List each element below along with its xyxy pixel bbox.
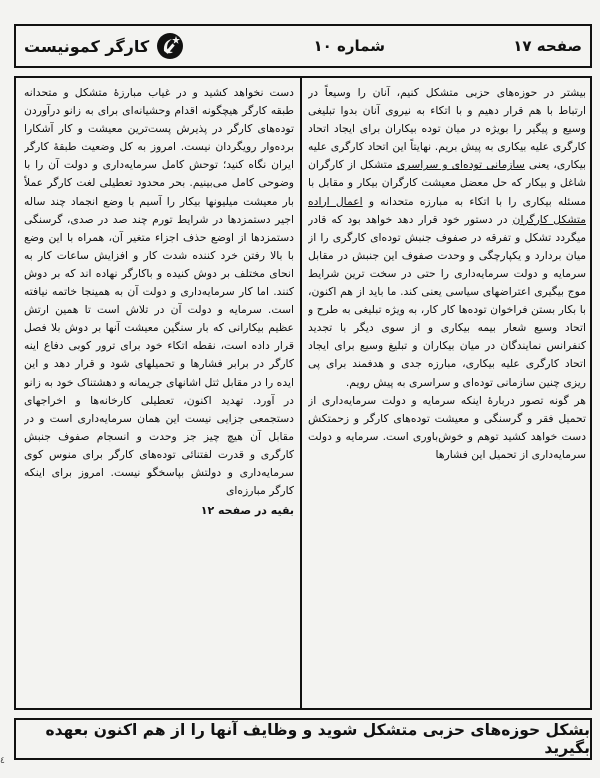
- slogan-text: بشکل حوزه‌های حزبی متشکل شوید و وظایف آنها را از هم اکنون بعهده بگیرید: [45, 721, 590, 757]
- text-run: بیشتر در حوزه‌های حزبی متشکل کنیم، آنان را وسیعاً در ارتباط با هم قرار دهیم و با اتکاء به نیروی آنان بدوا تبلیغی وسیع و پیگیر را بویژه در میان توده بیکاران برای ایجاد اتحاد کارگری علیه بیکاری به پیش بریم. نهایتاً این اتحاد کارگری علیه بیکاری، یعنی: [308, 86, 586, 172]
- continuation-note: بقیه در صفحه ۱۲: [200, 504, 294, 518]
- column-divider: [300, 78, 302, 708]
- paragraph: [308, 84, 586, 392]
- paragraph: هر گونه تصور دربارهٔ اینکه سرمایه و دولت سرمایه‌داری از تحمیل فقر و گرسنگی و معیشت توده‌های کارگر و زحمتکش دست خواهد کشید توهم و خوش‌باوری است. سرمایه و دولت سرمایه‌داری از تحمیل این فشارها: [308, 393, 586, 461]
- issue-number: شماره ۱۰: [313, 37, 385, 55]
- slogan-banner: [14, 718, 592, 760]
- text-run: متشکل از کارگران شاغل و بیکار که حل معضل معیشت کارگران بیکار و مقابل با مسئله بیکاری را با اتکاء به مبارزه متحدانه و: [308, 158, 586, 208]
- paragraph: دست نخواهد کشید و در غیاب مبارزهٔ متشکل و متحدانه طبقه کارگر هیچگونه اقدام وحشیانه‌ای برای به زانو درآوردن توده‌های کارگر در پذیرش پست‌ترین معیشت و کار آشکارا برده‌وار رویگردان نیست. امروز به کل وضعیت طبقهٔ کارگر ایران نگاه کنید؛ توحش کامل سرمایه‌داری و دولت آن را با وضوحی کامل می‌بینیم. بحر محدود تعطیلی لغت کارگر عملاً بار معیشت میلیونها بیکار را آسیم با وضع انجماد چند ساله اجیر دستمزدها در شرایط تورم چند صد در صدی، گرسنگی دستمزدها از اوضع حذف اجزاء متغیر آن، همراه با این وضع با بالا رفتن خرد کننده شدت کار و افزایش ساعات کار به انحای مختلف بر دوش کنیده و باکارگر نهاده اند که بر دوش کنند. اما کار سرمایه‌داری و دولت آن به همینجا خاتمه نیافته است. سرمایه و دولت آن در تلاش است تا همین ارتش عظیم بیکارانی که بار سنگین معیشت آنها بر دوش بلا فصل قرار داده است، نقطه اتکاء خود برای ترور کوبی دفاع اینه کارگر در برابر فشارها و تحمیلهای شود و قرار دهد و این ایده را در مقابل ثتل اشانهای جریمانه و دهشتناک خود به زانو در آورد. تهدید اکنون، تعطیلی کارخانه‌ها و اخراجهای دستجمعی جزایی نیست این همان سرمایه‌داری است و در مقابل آن هیچ چیز جز وحدت و انسجام صفوف جنبش کارگری و قدرت لفتنائی توده‌های کارگر برای منوس کوی سرمایه‌داری و دولتش بپاسخگو نیست. امروز برای اینکه کارگر مبارزه‌ای: [24, 86, 294, 498]
- article-column-left: [24, 84, 294, 704]
- hammer-sickle-star-icon: [155, 31, 185, 61]
- article-column-right: [308, 84, 586, 704]
- masthead-title: کارگر کمونیست: [24, 36, 150, 56]
- corner-mark: ٤: [0, 756, 5, 766]
- newspaper-page: [8, 6, 592, 772]
- masthead: [24, 31, 185, 61]
- page-number: صفحه ۱۷: [513, 37, 582, 55]
- article-frame: [14, 76, 592, 710]
- underlined-phrase: سازمانی توده‌ای و سراسری: [396, 158, 525, 172]
- text-run: در دستور خود قرار دهد خواهد بود که قادر میگردد تشکل و تفرقه در صفوف جنبش توده‌ای کارگری را از میان بردارد و یکپارچگی و وحدت صفوف این جنبش در مقابل سرمایه و دولت سرمایه‌داری را حتی در سخت ترین شرایط موج بیگیری اعتراضهای سیاسی یعنی کند. ما باید از هم اکنون، با بکار بستن فراخوان توده‌ها کار کار، به ویژه تبلیغی به طرح و اتحاد وسیع شعار بیمه بیکاری و از سوی دیگر با تجدید کنفرانس نمایندگان در میان بیکاران و تبلیغ وسیع برای ایجاد اتحاد کارگری علیه بیکاری، مبارزه جدی و هدفمند برای پی ریزی چنین سازمانی توده‌ای و سراسری به پیش رویم.: [308, 212, 586, 389]
- underlined-phrase: اعمال اراده متشکل کارگران: [308, 194, 586, 226]
- page-header: [14, 24, 592, 68]
